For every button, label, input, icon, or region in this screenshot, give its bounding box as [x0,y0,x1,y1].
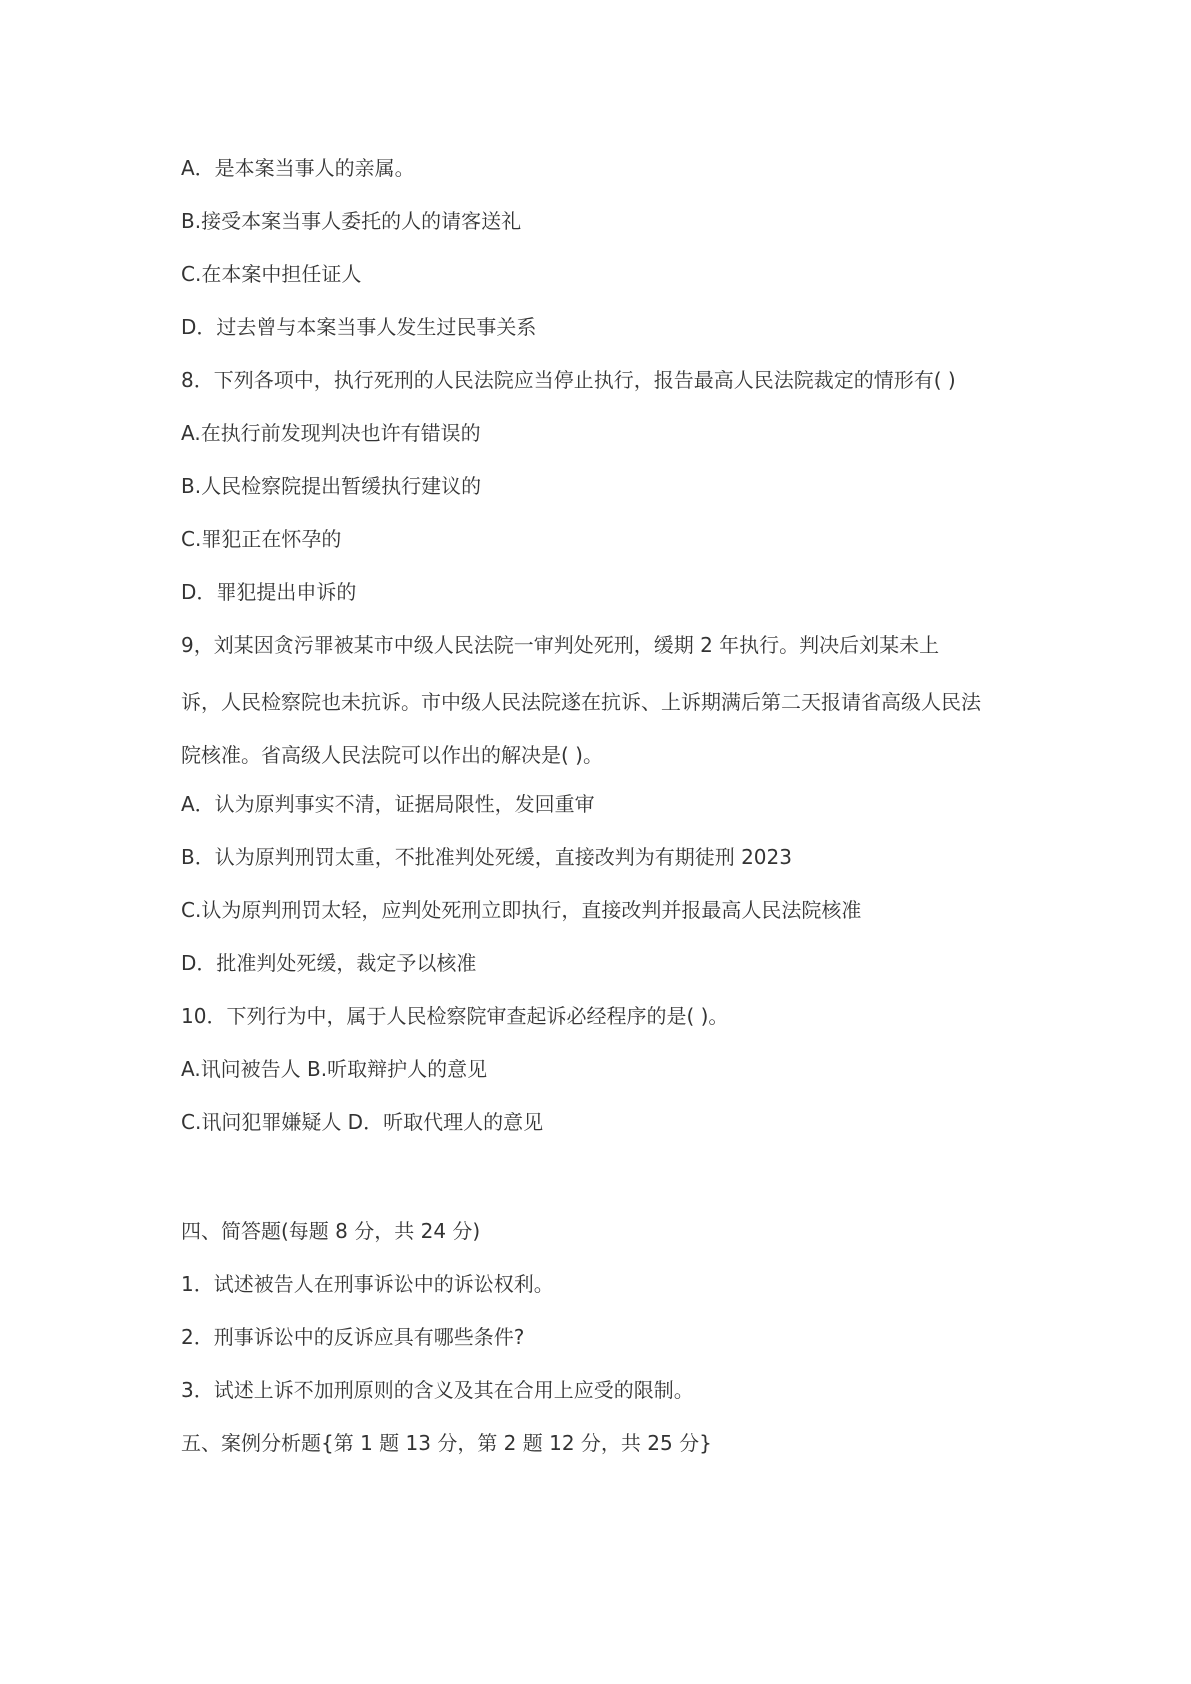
section4-heading: 四、简答题(每题 8 分，共 24 分) [181,1219,481,1243]
q8-option-d: D．罪犯提出申诉的 [181,580,357,604]
q9-option-a: A．认为原判事实不清，证据局限性，发回重审 [181,792,595,816]
q9-stem-line3: 院核准。省高级人民法院可以作出的解决是( )。 [181,743,603,767]
q9-option-d: D．批准判处死缓，裁定予以核准 [181,951,477,975]
q7-option-b: B.接受本案当事人委托的人的请客送礼 [181,209,522,233]
q8-stem: 8．下列各项中，执行死刑的人民法院应当停止执行，报告最高人民法院裁定的情形有( ) [181,368,956,392]
q10-options-ab: A.讯问被告人 B.听取辩护人的意见 [181,1057,488,1081]
q7-option-c: C.在本案中担任证人 [181,262,362,286]
q9-option-c: C.认为原判刑罚太轻，应判处死刑立即执行，直接改判并报最高人民法院核准 [181,898,862,922]
q9-stem-line1: 9，刘某因贪污罪被某市中级人民法院一审判处死刑，缓期 2 年执行。判决后刘某未上 [181,633,940,657]
q9-option-b: B．认为原判刑罚太重，不批准判处死缓，直接改判为有期徒刑 2023 [181,845,792,869]
q7-option-a: A．是本案当事人的亲属。 [181,156,415,180]
q10-options-cd: C.讯问犯罪嫌疑人 D．听取代理人的意见 [181,1110,544,1134]
section4-question-3: 3．试述上诉不加刑原则的含义及其在合用上应受的限制。 [181,1378,694,1402]
q10-stem: 10．下列行为中，属于人民检察院审查起诉必经程序的是( )。 [181,1004,729,1028]
section4-question-2: 2．刑事诉讼中的反诉应具有哪些条件? [181,1325,525,1349]
section4-question-1: 1．试述被告人在刑事诉讼中的诉讼权利。 [181,1272,554,1296]
section5-heading: 五、案例分析题{第 1 题 13 分，第 2 题 12 分，共 25 分} [181,1431,712,1455]
q9-stem-line2: 诉，人民检察院也未抗诉。市中级人民法院遂在抗诉、上诉期满后第二天报请省高级人民法 [181,690,981,714]
q8-option-a: A.在执行前发现判决也许有错误的 [181,421,481,445]
q7-option-d: D．过去曾与本案当事人发生过民事关系 [181,315,537,339]
q8-option-b: B.人民检察院提出暂缓执行建议的 [181,474,482,498]
q8-option-c: C.罪犯正在怀孕的 [181,527,342,551]
